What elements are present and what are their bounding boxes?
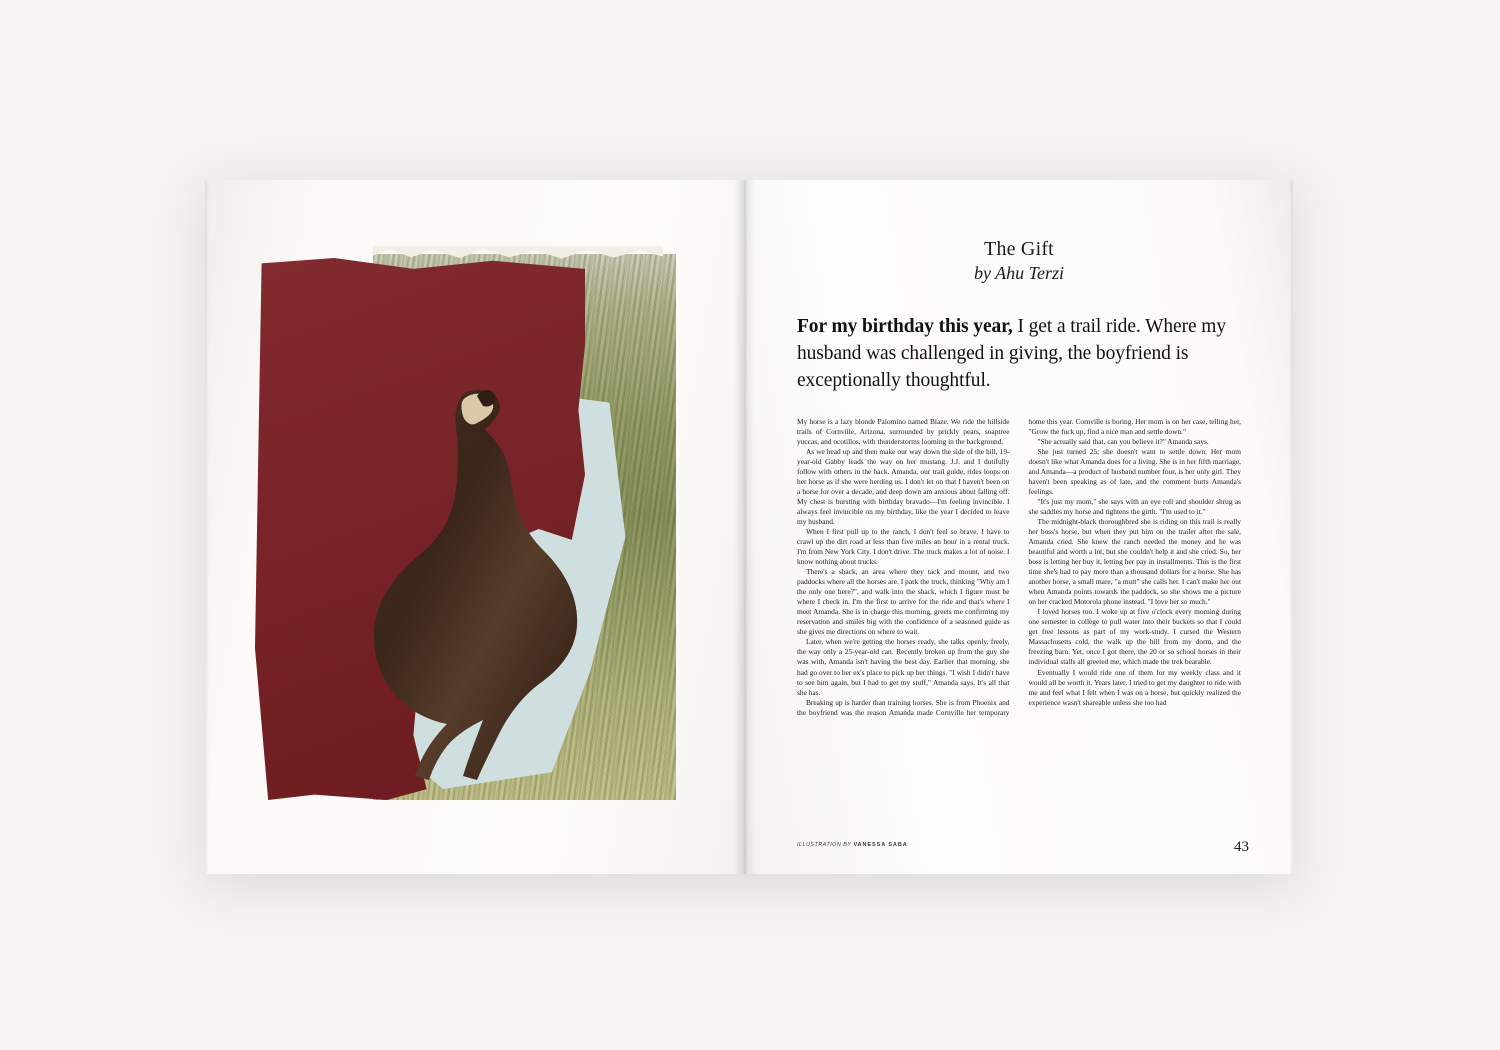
deck-lead-in: For my birthday this year,: [797, 316, 1013, 337]
body-paragraph: Later, when we're getting the horses ready, she talks openly, freely, the way only a 25-year-old can. Recently broken up from the guy she was with, Amanda isn't having the best day. Earlier that morning, she had go over to her ex's place to pick up her things. "I wish I didn't have to see him again, but I had to get my stuff," Amanda says. It's all that she has.: [797, 637, 1010, 697]
left-page: [205, 180, 745, 874]
body-paragraph: She just turned 25; she doesn't want to settle down. Her mom doesn't like what Amanda does for a living. She is in her fifth marriage, and Amanda—a product of husband number four, is her only girl. They haven't been speaking as of late, and the comment hurts Amanda's feelings.: [1028, 446, 1241, 496]
credit-label: ILLUSTRATION BY: [797, 842, 852, 848]
credit-name: VANESSA SABA: [853, 842, 908, 848]
byline: by Ahu Terzi: [973, 263, 1065, 283]
body-paragraph: My horse is a lazy blonde Palomino named Blaze. We ride the hillside trails of Cornville, Arizona, surrounded by prickly pears, soaptree yuccas, and ocotillos, with thunderstorms looming in the background.: [797, 416, 1010, 446]
deck-rest: I get a trail ride. Where my husband was challenged in giving, the boyfriend is exceptionally thoughtful.: [797, 316, 1227, 391]
horse-illustration: [359, 384, 599, 784]
body-paragraph: "She actually said that, can you believe it?" Amanda says.: [1037, 436, 1209, 446]
body-paragraph: When I first pull up to the ranch, I don't feel so brave. I have to crawl up the dirt road at less than five miles an hour in a rental truck. I'm from New York City. I don't drive. The truck makes a lot of noise. I know nothing about trucks.: [797, 527, 1010, 567]
body-paragraph: Breaking up is harder than training horses. She is from Phoenix and the boyfriend was the reason Amanda made Cornville her temporary home this year. Cornville is boring. Her mom is on her case, telling her, "Grow the fuck up, find a nice man and settle down.": [797, 416, 1241, 717]
body-paragraph: "It's just my mom," she says with an eye roll and shoulder shrug as she saddles my horse and tightens the girth. "I'm used to it.": [1028, 496, 1241, 516]
illustration-credit: [797, 842, 908, 848]
body-paragraph: I loved horses too. I woke up at five o'clock every morning during one semester in college to pull water into their buckets so that I could get free lessons as part of my work-study. I cursed the Western Massachusetts cold, the walk up the hill from my dorm, and the freezing barn. Yet, once I got there, the 20 or so school horses in their individual stalls all greeted me, which made the trek bearable.: [1028, 607, 1241, 667]
magazine-spread: [205, 180, 1293, 874]
body-paragraph: As we head up and then make our way down the side of the hill, 19-year-old Gabby leads the way on her mustang. J.J. and I dutifully follow with others in the back. Amanda, our trail guide, rides loops on her horse as if she were herding us. I don't let on that I haven't been on a horse for over a decade, and deep down am anxious about falling off. My chest is bursting with birthday bravado—I'm feeling invincible. I always feel invincible on my birthday, like the year I decided to leave my husband.: [797, 446, 1010, 527]
body-paragraph: Eventually I would ride one of them for my weekly class and it would all be worth it. Years later, I tried to get my daughter to ride with me and feel what I felt when I was on a horse, but quickly realized the experience wasn't shareable unless she too had: [1028, 667, 1241, 707]
right-page: [745, 180, 1293, 874]
deck-paragraph: [797, 314, 1241, 395]
illustration-artwork: [255, 254, 676, 800]
page-number: 43: [1234, 839, 1249, 855]
body-paragraph: There's a shack, an area where they tack and mount, and two paddocks where all the horses are. I park the truck, thinking "Why am I the only one here?", and walk into the shack, which I figure must be where I check in. I'm the first to arrive for the ride and that's where I meet Amanda. She is in charge this morning, greets me confirming my reservation and smiles big with the confidence of a seasoned guide as she gives me directions on where to wait.: [797, 567, 1010, 637]
body-columns: [797, 417, 1241, 817]
body-paragraph: The midnight-black thoroughbred she is riding on this trail is really her boss's horse, but when they put him on the trailer after the sale, Amanda cried. She knew the ranch needed the money and he was beautiful and worth a lot, but she couldn't help it and she cried. So, her boss is letting her buy it, letting her pay in installments. This is the first time she's had to pay more than a thousand dollars for a horse. She has another horse, a small mare, "a mutt" she calls her. I can't make her out when Amanda points towards the paddock, so she shows me a picture on her cracked Motorola phone instead. "I love her so much.": [1028, 517, 1241, 607]
page-title: The Gift: [984, 238, 1054, 260]
